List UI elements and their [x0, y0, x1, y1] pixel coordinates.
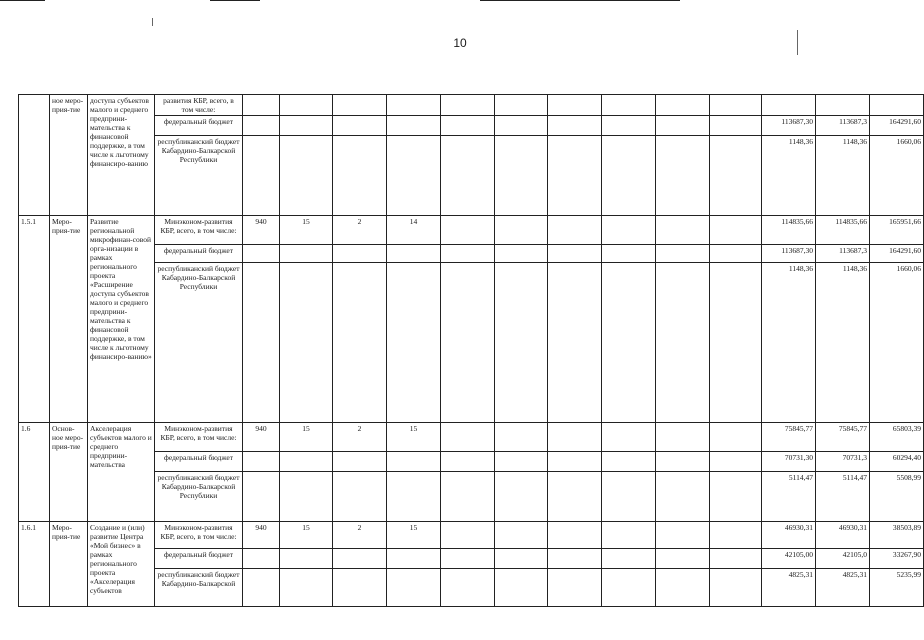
empty-cell — [495, 116, 548, 136]
empty-cell — [602, 472, 656, 522]
funding-source: республиканский бюджет Кабардино-Балкарской Республики — [155, 136, 243, 216]
empty-cell — [656, 452, 710, 472]
budget-code-empty — [243, 116, 280, 136]
empty-cell — [656, 116, 710, 136]
empty-cell — [441, 245, 495, 263]
empty-cell — [602, 522, 656, 549]
table-row — [19, 423, 924, 452]
funding-source: Минэконом-развития КБР, всего, в том числе: — [155, 216, 243, 245]
empty-cell — [495, 95, 548, 116]
item-name: Создание и (или) развитие Центра «Мой бизнес» в рамках регионального проекта «Акселерация субъектов — [88, 522, 155, 607]
amount-2: 42105,0 — [816, 549, 870, 569]
empty-cell — [441, 472, 495, 522]
budget-code-empty — [243, 549, 280, 569]
empty-cell — [548, 216, 602, 245]
empty-cell — [602, 116, 656, 136]
table-row — [19, 263, 924, 423]
budget-code-empty — [280, 136, 333, 216]
amount-3: 1660,06 — [870, 136, 924, 216]
item-type: ное меро-прия-тие — [50, 95, 88, 216]
table-row — [19, 472, 924, 522]
empty-cell — [602, 423, 656, 452]
empty-cell — [548, 423, 602, 452]
budget-code-4: 15 — [387, 522, 441, 549]
empty-cell — [495, 263, 548, 423]
budget-code-empty — [387, 452, 441, 472]
empty-cell — [441, 95, 495, 116]
empty-cell — [495, 452, 548, 472]
item-name: доступа субъектов малого и среднего предприни-мательства к финансовой поддержке, в том числе к льготному финансиро-ванию — [88, 95, 155, 216]
budget-code-4: 14 — [387, 216, 441, 245]
budget-code-3: 2 — [333, 522, 387, 549]
amount-2: 113687,3 — [816, 116, 870, 136]
budget-code-empty — [333, 263, 387, 423]
empty-cell — [602, 263, 656, 423]
amount-2 — [816, 95, 870, 116]
empty-cell — [548, 245, 602, 263]
amount-3: 5508,99 — [870, 472, 924, 522]
item-name: Акселерация субъектов малого и среднего предприни-мательства — [88, 423, 155, 522]
empty-cell — [656, 136, 710, 216]
budget-code-empty — [243, 452, 280, 472]
funding-source: федеральный бюджет — [155, 452, 243, 472]
amount-1 — [762, 95, 816, 116]
funding-source: республиканский бюджет Кабардино-Балкарской Республики — [155, 263, 243, 423]
budget-code-empty — [280, 569, 333, 607]
item-name: Развитие региональной микрофинан-совой орга-низации в рамках регионального проекта «Расширение доступа субъектов малого и среднего предприни-мательства к финансовой поддержке, в том числе к льготному финансиро-ванию» — [88, 216, 155, 423]
funding-source: Минэконом-развития КБР, всего, в том числе: — [155, 522, 243, 549]
empty-cell — [602, 136, 656, 216]
item-number: 1.6 — [19, 423, 50, 522]
budget-code-empty — [387, 569, 441, 607]
amount-3: 33267,90 — [870, 549, 924, 569]
empty-cell — [602, 216, 656, 245]
empty-cell — [548, 95, 602, 116]
amount-2: 114835,66 — [816, 216, 870, 245]
empty-cell — [441, 549, 495, 569]
item-number: 1.6.1 — [19, 522, 50, 607]
amount-2: 70731,3 — [816, 452, 870, 472]
budget-code-empty — [387, 136, 441, 216]
budget-code-empty — [243, 136, 280, 216]
table-row — [19, 136, 924, 216]
budget-code-empty — [280, 245, 333, 263]
amount-2: 1148,36 — [816, 263, 870, 423]
budget-code-3 — [333, 95, 387, 116]
budget-code-empty — [333, 472, 387, 522]
budget-code-empty — [280, 116, 333, 136]
empty-cell — [656, 216, 710, 245]
empty-cell — [710, 263, 762, 423]
empty-cell — [602, 569, 656, 607]
amount-1: 114835,66 — [762, 216, 816, 245]
scan-mark-top-left — [0, 0, 45, 1]
empty-cell — [441, 522, 495, 549]
table-row — [19, 245, 924, 263]
empty-cell — [495, 569, 548, 607]
empty-cell — [656, 549, 710, 569]
empty-cell — [548, 472, 602, 522]
amount-1: 70731,30 — [762, 452, 816, 472]
amount-1: 5114,47 — [762, 472, 816, 522]
budget-code-3: 2 — [333, 423, 387, 452]
funding-source: республиканский бюджет Кабардино-Балкарской Республики — [155, 472, 243, 522]
item-type: Меро-прия-тие — [50, 216, 88, 423]
empty-cell — [441, 116, 495, 136]
budget-code-empty — [387, 549, 441, 569]
empty-cell — [548, 549, 602, 569]
empty-cell — [548, 263, 602, 423]
budget-code-empty — [387, 116, 441, 136]
amount-1: 42105,00 — [762, 549, 816, 569]
amount-1: 46930,31 — [762, 522, 816, 549]
budget-code-1: 940 — [243, 216, 280, 245]
empty-cell — [602, 245, 656, 263]
amount-3 — [870, 95, 924, 116]
budget-code-2: 15 — [280, 423, 333, 452]
budget-code-1: 940 — [243, 423, 280, 452]
empty-cell — [495, 245, 548, 263]
table-row — [19, 549, 924, 569]
empty-cell — [495, 472, 548, 522]
empty-cell — [548, 569, 602, 607]
budget-code-2: 15 — [280, 216, 333, 245]
empty-cell — [495, 549, 548, 569]
item-number — [19, 95, 50, 216]
empty-cell — [441, 452, 495, 472]
budget-code-empty — [333, 452, 387, 472]
empty-cell — [441, 263, 495, 423]
item-number: 1.5.1 — [19, 216, 50, 423]
empty-cell — [710, 452, 762, 472]
budget-code-empty — [333, 116, 387, 136]
budget-code-empty — [243, 569, 280, 607]
amount-3: 60294,40 — [870, 452, 924, 472]
budget-code-empty — [243, 263, 280, 423]
empty-cell — [710, 136, 762, 216]
empty-cell — [548, 522, 602, 549]
budget-code-empty — [387, 472, 441, 522]
empty-cell — [710, 549, 762, 569]
empty-cell — [710, 216, 762, 245]
scan-mark-top-right — [480, 0, 680, 1]
table-row — [19, 522, 924, 549]
budget-code-empty — [243, 245, 280, 263]
empty-cell — [602, 549, 656, 569]
budget-code-4 — [387, 95, 441, 116]
empty-cell — [495, 136, 548, 216]
empty-cell — [656, 95, 710, 116]
amount-1: 1148,36 — [762, 136, 816, 216]
scan-artifact — [152, 18, 153, 26]
budget-code-4: 15 — [387, 423, 441, 452]
empty-cell — [656, 569, 710, 607]
amount-3: 1660,06 — [870, 263, 924, 423]
amount-3: 5235,99 — [870, 569, 924, 607]
item-type: Основ-ное меро-прия-тие — [50, 423, 88, 522]
amount-1: 113687,30 — [762, 245, 816, 263]
budget-code-empty — [280, 549, 333, 569]
table-row — [19, 116, 924, 136]
empty-cell — [548, 452, 602, 472]
amount-3: 164291,60 — [870, 116, 924, 136]
empty-cell — [710, 423, 762, 452]
budget-code-empty — [387, 245, 441, 263]
budget-code-2 — [280, 95, 333, 116]
amount-3: 38503,89 — [870, 522, 924, 549]
amount-2: 5114,47 — [816, 472, 870, 522]
empty-cell — [656, 472, 710, 522]
budget-code-empty — [280, 472, 333, 522]
amount-2: 75845,77 — [816, 423, 870, 452]
funding-source: развития КБР, всего, в том числе: — [155, 95, 243, 116]
amount-3: 164291,60 — [870, 245, 924, 263]
budget-code-empty — [333, 136, 387, 216]
empty-cell — [656, 423, 710, 452]
budget-code-2: 15 — [280, 522, 333, 549]
empty-cell — [602, 452, 656, 472]
budget-code-empty — [333, 245, 387, 263]
amount-1: 75845,77 — [762, 423, 816, 452]
empty-cell — [441, 569, 495, 607]
empty-cell — [656, 245, 710, 263]
empty-cell — [710, 472, 762, 522]
empty-cell — [710, 522, 762, 549]
empty-cell — [495, 423, 548, 452]
table-row — [19, 95, 924, 116]
empty-cell — [441, 136, 495, 216]
empty-cell — [710, 569, 762, 607]
table-row — [19, 216, 924, 245]
budget-table — [18, 94, 924, 607]
empty-cell — [710, 95, 762, 116]
scan-mark-top-center — [210, 0, 260, 1]
amount-1: 1148,36 — [762, 263, 816, 423]
funding-source: федеральный бюджет — [155, 549, 243, 569]
budget-code-empty — [333, 549, 387, 569]
table-row — [19, 452, 924, 472]
amount-2: 4825,31 — [816, 569, 870, 607]
amount-3: 65803,39 — [870, 423, 924, 452]
empty-cell — [656, 263, 710, 423]
funding-source: Минэконом-развития КБР, всего, в том числе: — [155, 423, 243, 452]
budget-code-empty — [280, 263, 333, 423]
budget-code-empty — [333, 569, 387, 607]
amount-1: 4825,31 — [762, 569, 816, 607]
amount-2: 113687,3 — [816, 245, 870, 263]
table-row — [19, 569, 924, 607]
amount-2: 46930,31 — [816, 522, 870, 549]
budget-code-empty — [387, 263, 441, 423]
empty-cell — [548, 136, 602, 216]
funding-source: федеральный бюджет — [155, 116, 243, 136]
empty-cell — [710, 116, 762, 136]
empty-cell — [710, 245, 762, 263]
scan-artifact — [797, 30, 798, 55]
funding-source: федеральный бюджет — [155, 245, 243, 263]
amount-2: 1148,36 — [816, 136, 870, 216]
budget-code-1 — [243, 95, 280, 116]
empty-cell — [548, 116, 602, 136]
empty-cell — [656, 522, 710, 549]
amount-3: 165951,66 — [870, 216, 924, 245]
empty-cell — [441, 423, 495, 452]
budget-code-empty — [243, 472, 280, 522]
empty-cell — [495, 522, 548, 549]
empty-cell — [441, 216, 495, 245]
funding-source: республиканский бюджет Кабардино-Балкарской — [155, 569, 243, 607]
budget-code-3: 2 — [333, 216, 387, 245]
item-type: Меро-прия-тие — [50, 522, 88, 607]
budget-code-empty — [280, 452, 333, 472]
budget-code-1: 940 — [243, 522, 280, 549]
empty-cell — [602, 95, 656, 116]
page-number: 10 — [453, 36, 467, 50]
empty-cell — [495, 216, 548, 245]
amount-1: 113687,30 — [762, 116, 816, 136]
